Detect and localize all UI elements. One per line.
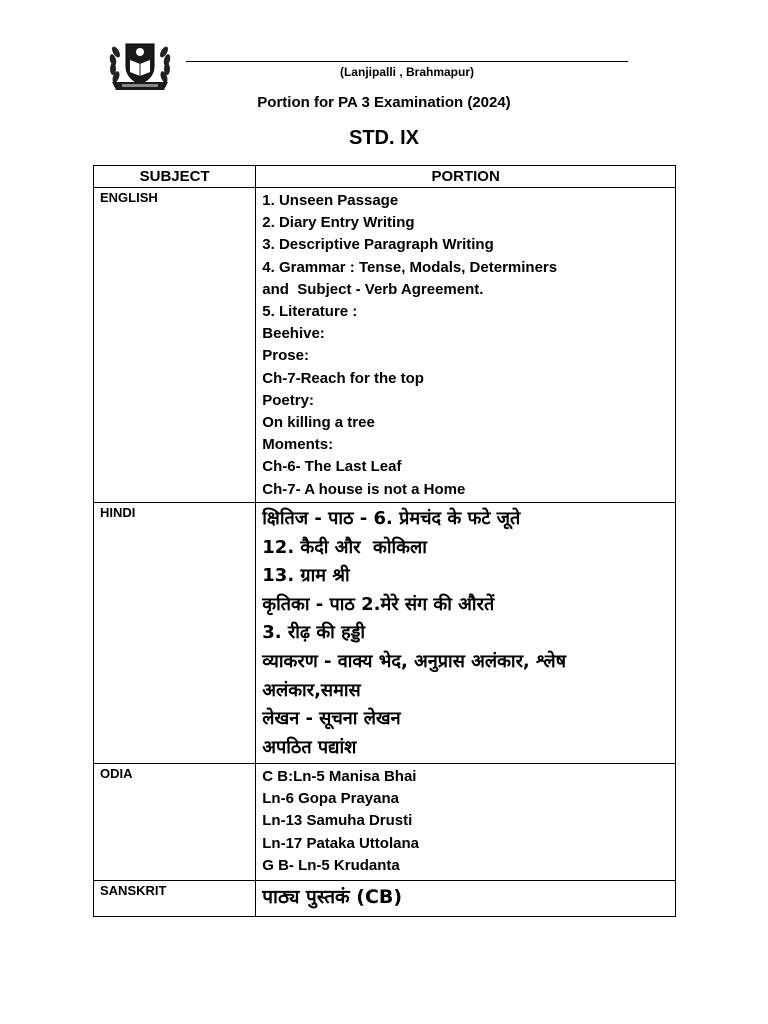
table-row-odia bbox=[94, 764, 676, 881]
school-crest-icon bbox=[104, 38, 176, 94]
portion-line: 2. Diary Entry Writing bbox=[262, 214, 415, 232]
header-subject: SUBJECT bbox=[94, 166, 256, 188]
table-row-sanskrit bbox=[94, 881, 676, 917]
subject-english: ENGLISH bbox=[94, 188, 256, 503]
table-header-row bbox=[94, 166, 676, 188]
portion-sanskrit bbox=[256, 881, 676, 917]
portion-line: अलंकार,समास bbox=[262, 679, 361, 701]
portion-line: Ch-6- The Last Leaf bbox=[262, 458, 402, 476]
table-row-hindi bbox=[94, 503, 676, 764]
portion-line: 4. Grammar : Tense, Modals, Determiners bbox=[262, 258, 558, 276]
portion-line: 1. Unseen Passage bbox=[262, 192, 399, 209]
portion-line: and Subject - Verb Agreement. bbox=[262, 280, 484, 298]
exam-title: Portion for PA 3 Examination (2024) bbox=[257, 94, 511, 111]
portion-line: Ln-13 Samuha Drusti bbox=[262, 812, 413, 830]
portion-line: 3. रीढ़ की हड्डी bbox=[262, 622, 366, 644]
subject-hindi: HINDI bbox=[94, 503, 256, 764]
portion-line: Poetry: bbox=[262, 391, 314, 409]
portion-line: क्षितिज - पाठ - 6. प्रेमचंद के फटे जूते bbox=[262, 508, 521, 529]
school-location: (Lanjipalli , Brahmapur) bbox=[339, 65, 474, 79]
portion-line: Beehive: bbox=[262, 325, 325, 343]
portion-line: Prose: bbox=[262, 347, 309, 365]
portion-line: 5. Literature : bbox=[262, 303, 358, 321]
portion-line: Ln-17 Pataka Uttolana bbox=[262, 834, 419, 852]
portion-line: G B- Ln-5 Krudanta bbox=[262, 856, 400, 874]
header-rule bbox=[186, 61, 628, 62]
portion-line: 3. Descriptive Paragraph Writing bbox=[262, 236, 494, 254]
table-row-english bbox=[94, 188, 676, 503]
portion-line: Ln-6 Gopa Prayana bbox=[262, 790, 399, 808]
subject-sanskrit: SANSKRIT bbox=[94, 881, 256, 917]
portion-line: Moments: bbox=[262, 436, 334, 454]
portion-line: कृतिका - पाठ 2.मेरे संग की औरतें bbox=[262, 593, 495, 615]
portion-line: Ch-7- A house is not a Home bbox=[262, 480, 466, 498]
portion-hindi bbox=[256, 503, 676, 764]
portion-line: On killing a tree bbox=[262, 414, 375, 432]
portion-line: पाठ्य पुस्तकं (CB) bbox=[262, 886, 403, 908]
portion-line: Ch-7-Reach for the top bbox=[262, 369, 424, 387]
portion-line: 13. ग्राम श्री bbox=[262, 565, 350, 587]
portion-line: अपठित पद्यांश bbox=[262, 736, 357, 758]
portion-line: C B:Ln-5 Manisa Bhai bbox=[262, 768, 417, 785]
header-portion: PORTION bbox=[256, 166, 676, 188]
portion-table bbox=[93, 165, 676, 917]
portion-line: लेखन - सूचना लेखन bbox=[262, 708, 401, 730]
portion-line: 12. कैदी और कोकिला bbox=[262, 536, 427, 558]
portion-english bbox=[256, 188, 676, 503]
portion-line: व्याकरण - वाक्य भेद, अनुप्रास अलंकार, श्लेष bbox=[262, 650, 567, 672]
standard-title: STD. IX bbox=[348, 127, 419, 149]
subject-odia: ODIA bbox=[94, 764, 256, 881]
portion-odia bbox=[256, 764, 676, 881]
